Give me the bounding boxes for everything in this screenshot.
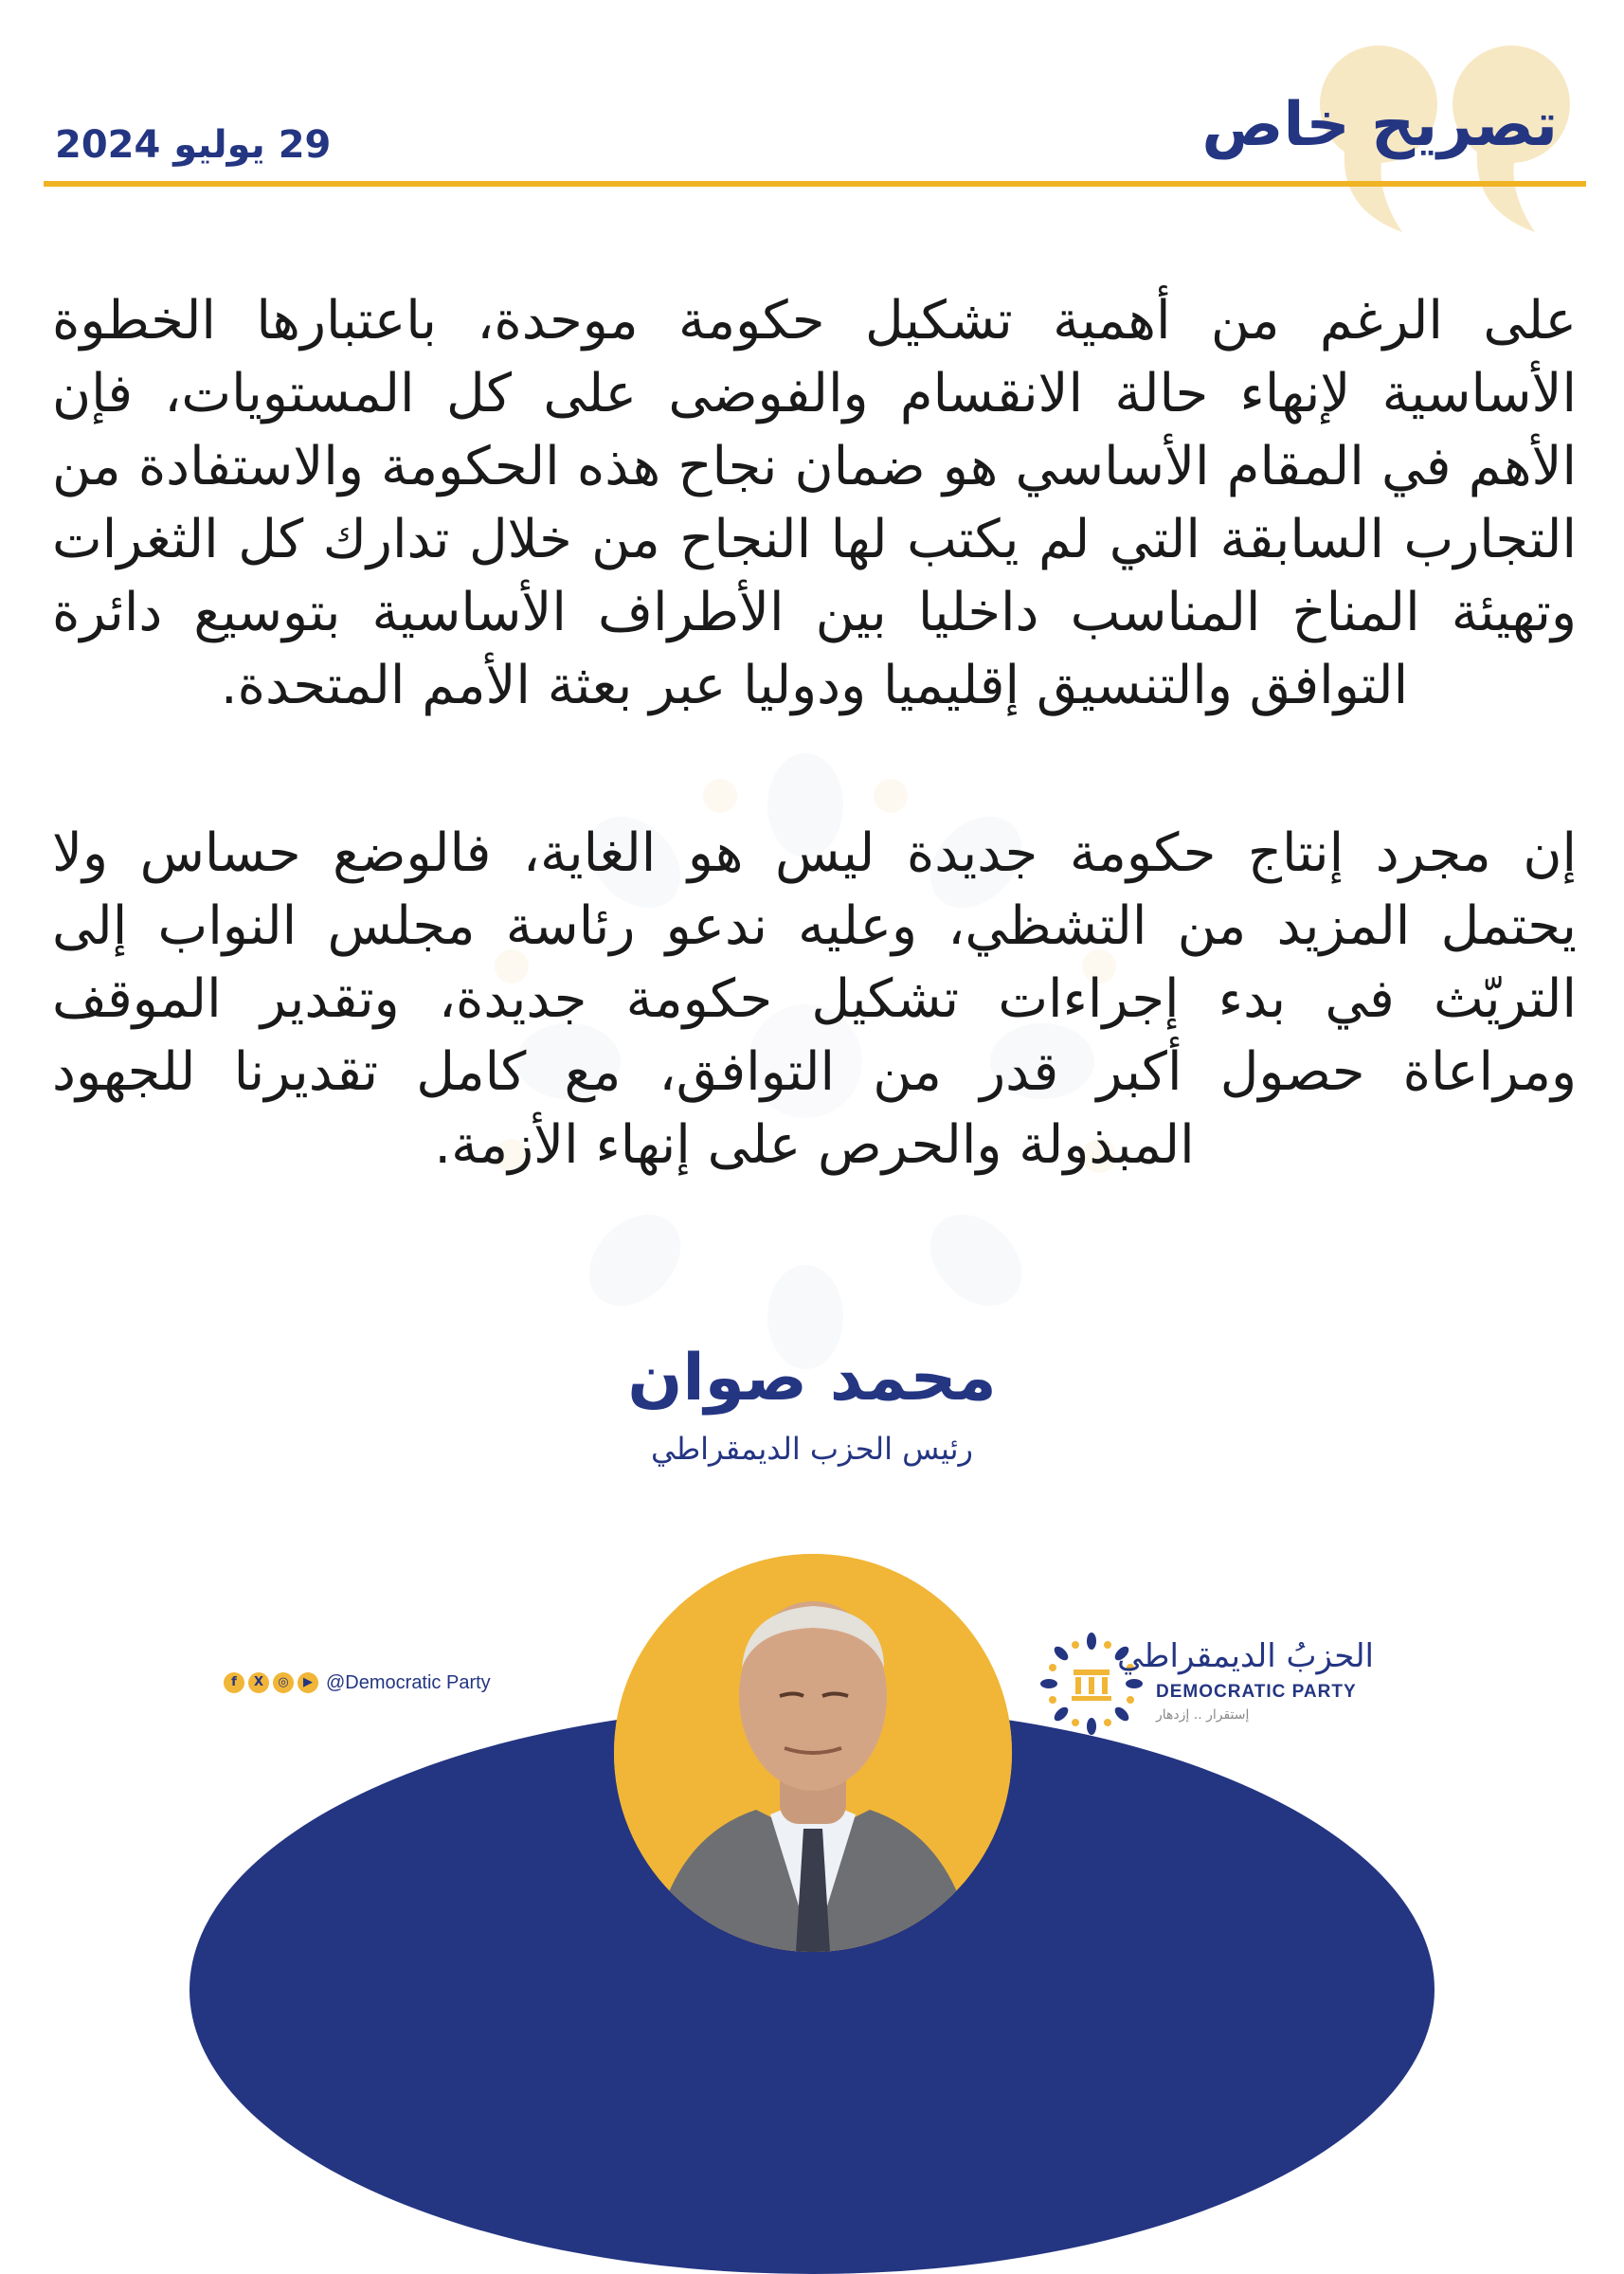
signatory-name: محمد صوان xyxy=(627,1341,997,1416)
youtube-icon[interactable]: ▶ xyxy=(298,1672,318,1693)
header-divider xyxy=(44,181,1586,187)
portrait-frame xyxy=(614,1554,1012,1952)
header xyxy=(44,85,1586,190)
statement-body xyxy=(52,284,1577,1276)
instagram-icon[interactable]: ◎ xyxy=(273,1672,294,1693)
portrait-photo xyxy=(614,1554,1012,1952)
logo-tagline: إستقرار .. إزدهار xyxy=(1156,1707,1250,1723)
signatory-role: رئيس الحزب الديمقراطي xyxy=(651,1431,973,1467)
logo-arabic-name: الحزبُ الديمقراطي xyxy=(1117,1637,1374,1675)
social-links xyxy=(224,1669,491,1696)
logo-english-name: DEMOCRATIC PARTY xyxy=(1156,1682,1357,1702)
facebook-icon[interactable]: f xyxy=(224,1672,244,1693)
x-icon[interactable]: X xyxy=(248,1672,269,1693)
statement-paragraph: على الرغم من أهمية تشكيل حكومة موحدة، باعتبارها الخطوة الأساسية لإنهاء حالة الانقسام والفوضى على كل المستويات، فإن الأهم في المقام الأساسي هو ضمان نجاح هذه الحكومة والاستفادة من التجارب السابقة التي لم يكتب لها النجاح من خلال تدارك كل الثغرات وتهيئة المناخ المناسب داخليا بين الأطراف الأساسية بتوسيع دائرة التوافق والتنسيق إقليميا ودوليا عبر بعثة الأمم المتحدة. xyxy=(52,290,1577,716)
statement-date: 29 يوليو 2024 xyxy=(55,123,332,167)
statement-paragraph: إن مجرد إنتاج حكومة جديدة ليس هو الغاية، فالوضع حساس ولا يحتمل المزيد من التشظي، وعليه ندعو رئاسة مجلس النواب إلى التريّث في بدء إجراءات تشكيل حكومة جديدة، وتقدير الموقف ومراعاة حصول أكبر قدر من التوافق، مع كامل تقديرنا للجهود المبذولة والحرص على إنهاء الأزمة. xyxy=(52,822,1577,1176)
social-handle: @Democratic Party xyxy=(326,1671,491,1693)
page-title: تصريح خاص xyxy=(1201,90,1558,160)
